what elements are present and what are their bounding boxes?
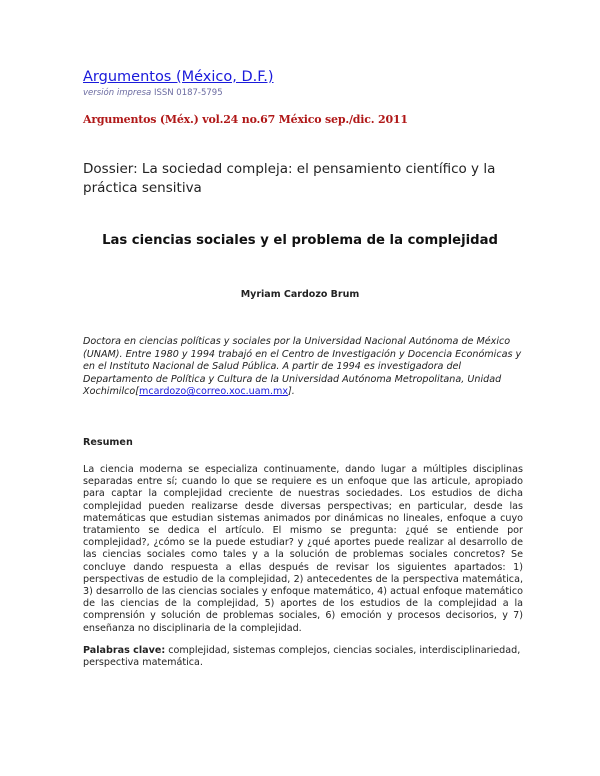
author-bio-text: Doctora en ciencias políticas y sociales por la Universidad Nacional Autónoma de México (UNAM). Entre 1980 y 1994 trabajó en el Centro de Investigación y Docencia Económicas y en el Instituto Nacional de Salud Pública. A partir de 1994 es investigadora del Departamento de Política y Cultura de la Universidad Autónoma Metropolitana, Unidad Xochimilco [83, 336, 522, 398]
author-bio [83, 336, 523, 399]
issn-number: ISSN 0187-5795 [153, 88, 223, 98]
keywords [83, 645, 523, 669]
keywords-label: Palabras clave: [83, 645, 166, 656]
issn-line [83, 88, 223, 98]
issue-info: Argumentos (Méx.) vol.24 no.67 México sep./dic. 2011 [83, 113, 408, 126]
dossier-heading: Dossier: La sociedad compleja: el pensamiento científico y la práctica sensitiva [83, 161, 496, 196]
author-name: Myriam Cardozo Brum [240, 289, 360, 300]
email-bracket-open: [ [135, 386, 140, 398]
author-email-link[interactable]: mcardozo@correo.xoc.uam.mx [139, 386, 289, 398]
version-label: versión impresa [83, 88, 152, 98]
email-bracket-close: ]. [288, 386, 295, 398]
article-title: Las ciencias sociales y el problema de la complejidad [102, 233, 498, 248]
abstract-text: La ciencia moderna se especializa continuamente, dando lugar a múltiples disciplinas separadas entre sí; cuando lo que se requiere es un enfoque que las articule, apropiado para captar la complejidad creciente de nuestras sociedades. Los estudios de dicha complejidad pueden realizarse desde diversas perspectivas; en particular, desde las matemáticas que estudian sistemas animados por dinámicas no lineales, enfoque a cuyo tratamiento se dedica el artículo. El mismo se pregunta: ¿qué se entiende por complejidad?, ¿cómo se la puede estudiar? y ¿qué aportes puede realizar al desarrollo de las ciencias sociales como tales y a la solución de problemas sociales concretos? Se concluye dando respuesta a ellas después de revisar los siguientes apartados: 1) perspectivas de estudio de la complejidad, 2) antecedentes de la perspectiva matemática, 3) desarrollo de las ciencias sociales y enfoque matemático, 4) actual enfoque matemático de las ciencias de la complejidad, 5) aportes de los estudios de la complejidad a la comprensión y solución de problemas sociales, 6) emoción y procesos decisorios, y 7) enseñanza no disciplinaria de la complejidad. [83, 464, 523, 634]
journal-title-link[interactable]: Argumentos (México, D.F.) [83, 69, 274, 85]
abstract-heading: Resumen [83, 437, 133, 448]
keywords-list: complejidad, sistemas complejos, ciencias sociales, interdisciplinariedad, perspectiva matemática. [83, 645, 521, 669]
